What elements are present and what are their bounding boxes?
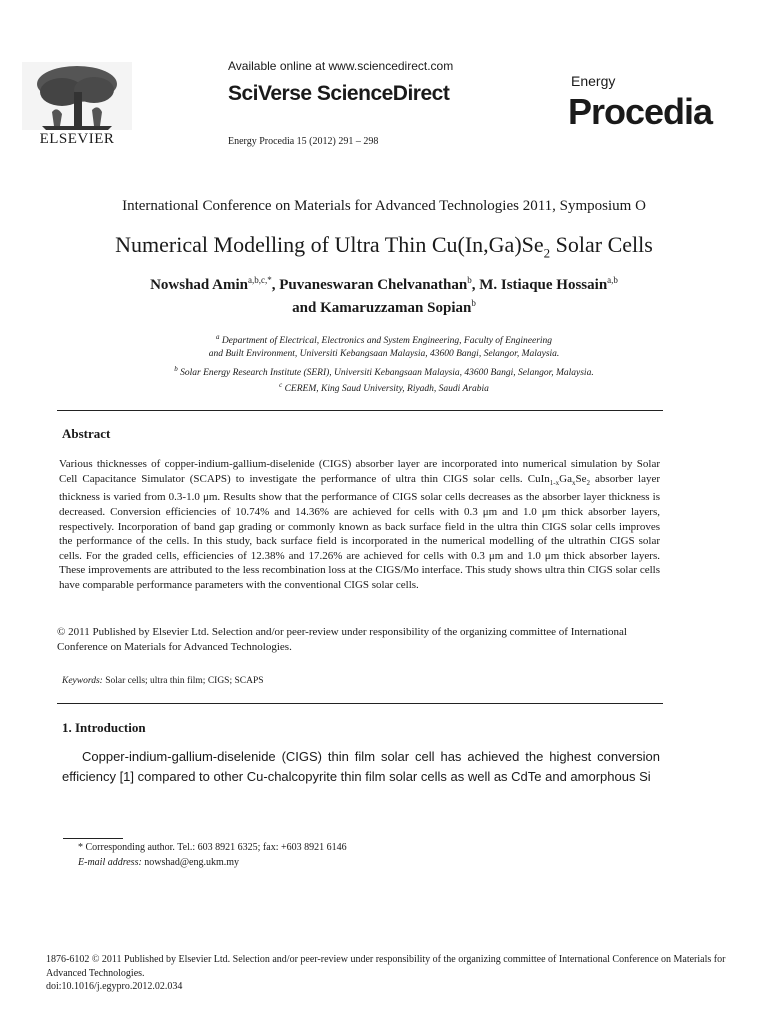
- journal-reference: Energy Procedia 15 (2012) 291 – 298: [228, 136, 379, 147]
- affiliation-mark: c: [279, 381, 283, 389]
- author-line-2: [0, 298, 768, 317]
- copyright-notice: © 2011 Published by Elsevier Ltd. Selection and/or peer-review under responsibility of the organizing committee of International Conference on Materials for Advanced Technologies.: [57, 626, 627, 653]
- abstract-text: absorber layer thickness is varied from 0.3-1.0 μm. Results show that the performance of CIGS solar cells decreases as the absorber layer thickness is decreased. Conversion efficiencies of 10.74% and 14.36% are achieved for cells with 0.3 μm and 1.0 μm thick absorber layers, respectively. Incorporation of band gap grading or commonly known as back surface field in the ultra thin CIGS solar cells improves the performance of the cells. In this study, back surface field is incorporated in the numerical modelling of the ultrathin CIGS solar cells. For the graded cells, efficiencies of 12.38% and 17.26% are achieved for cells with 0.3 μm and 1.0 μm thick absorber layers. These improvements are attributed to the less recombination loss at the CIGS/Mo interface. This study shows ultra thin CIGS solar cells have comparable performance parameters with the conventional CIGS solar cells.: [59, 472, 660, 591]
- title-main: Numerical Modelling of Ultra Thin Cu(In,Ga)Se: [115, 232, 544, 257]
- formula-subscript: 1-x: [549, 478, 560, 487]
- abstract-text: Ga: [559, 472, 572, 485]
- affiliation-mark: b: [174, 365, 178, 373]
- abstract-body: [59, 457, 660, 593]
- title-end: Solar Cells: [550, 232, 653, 257]
- doi[interactable]: doi:10.1016/j.egypro.2012.02.034: [46, 981, 183, 992]
- abstract-text: Se: [575, 472, 587, 485]
- affiliation-text: CEREM, King Saud University, Riyadh, Saudi Arabia: [282, 384, 489, 395]
- section-heading-introduction: 1. Introduction: [62, 720, 146, 735]
- email-address[interactable]: nowshad@eng.ukm.my: [141, 857, 240, 868]
- affiliation: [0, 381, 768, 394]
- available-online-text[interactable]: Available online at www.sciencedirect.com: [228, 59, 454, 73]
- article-title: [0, 232, 768, 261]
- affiliation: [0, 365, 768, 378]
- introduction-text: Copper-indium-gallium-diselenide (CIGS) thin film solar cell has achieved the highest conversion efficiency [1] compared to other Cu-chalcopyrite thin film solar cells as well as CdTe and amorphous Si: [62, 749, 660, 784]
- affiliation: [0, 349, 768, 359]
- author-name: , Puvaneswaran Chelvanathan: [271, 277, 468, 293]
- author-line-1: [0, 275, 768, 294]
- formula-subscript: x: [571, 478, 576, 487]
- author-name: and Kamaruzzaman Sopian: [292, 300, 472, 316]
- corresponding-author-footnote: * Corresponding author. Tel.: 603 8921 6325; fax: +603 8921 6146: [78, 842, 347, 853]
- affiliation-mark: a: [215, 333, 220, 341]
- publication-info: [46, 953, 736, 994]
- author-name: , M. Istiaque Hossain: [471, 277, 608, 293]
- keywords-label: Keywords:: [62, 676, 103, 686]
- affiliation-text: Department of Electrical, Electronics and System Engineering, Faculty of Engineering: [219, 336, 553, 347]
- author-affiliation-mark: a,b: [607, 275, 618, 285]
- elsevier-wordmark: ELSEVIER: [39, 131, 115, 147]
- sciverse-sciencedirect-logo: SciVerse ScienceDirect: [228, 82, 450, 105]
- abstract-top-rule: [57, 410, 663, 411]
- abstract-text: Various thicknesses of copper-indium-gallium-diselenide (CIGS) absorber layer are incorporated into numerical simulation by Solar Cell Capacitance Simulator (SCAPS) to investigate the performance of ultra thin CIGS solar cells. CuIn: [59, 458, 660, 485]
- footnote-rule: [63, 838, 123, 839]
- conference-name: International Conference on Materials for Advanced Technologies 2011, Symposium O: [122, 198, 646, 214]
- journal-name-small: Energy: [571, 73, 616, 89]
- author-affiliation-mark: b: [467, 275, 472, 285]
- author-name: Nowshad Amin: [150, 277, 249, 293]
- issn-copyright-line: 1876-6102 © 2011 Published by Elsevier Ltd. Selection and/or peer-review under responsibility of the organizing committee of International Conference on Materials for Advanced Technologies.: [46, 954, 726, 979]
- affiliation-text: Solar Energy Research Institute (SERI), Universiti Kebangsaan Malaysia, 43600 Bangi, Selangor, Malaysia.: [177, 368, 594, 379]
- keywords-list: Solar cells; ultra thin film; CIGS; SCAPS: [102, 676, 264, 686]
- author-affiliation-mark: a,b,c,*: [248, 275, 272, 285]
- affiliation-text: and Built Environment, Universiti Kebangsaan Malaysia, 43600 Bangi, Selangor, Malaysia.: [208, 349, 560, 359]
- abstract-bottom-rule: [57, 703, 663, 704]
- email-footnote: [78, 857, 239, 868]
- abstract-heading: Abstract: [62, 426, 111, 441]
- email-label: E-mail address:: [78, 857, 142, 868]
- formula-subscript: 2: [586, 478, 590, 487]
- title-subscript: 2: [543, 245, 551, 261]
- affiliation: [0, 333, 768, 346]
- author-affiliation-mark: b: [471, 298, 476, 308]
- keywords: [62, 676, 264, 686]
- journal-name-big: Procedia: [568, 91, 713, 132]
